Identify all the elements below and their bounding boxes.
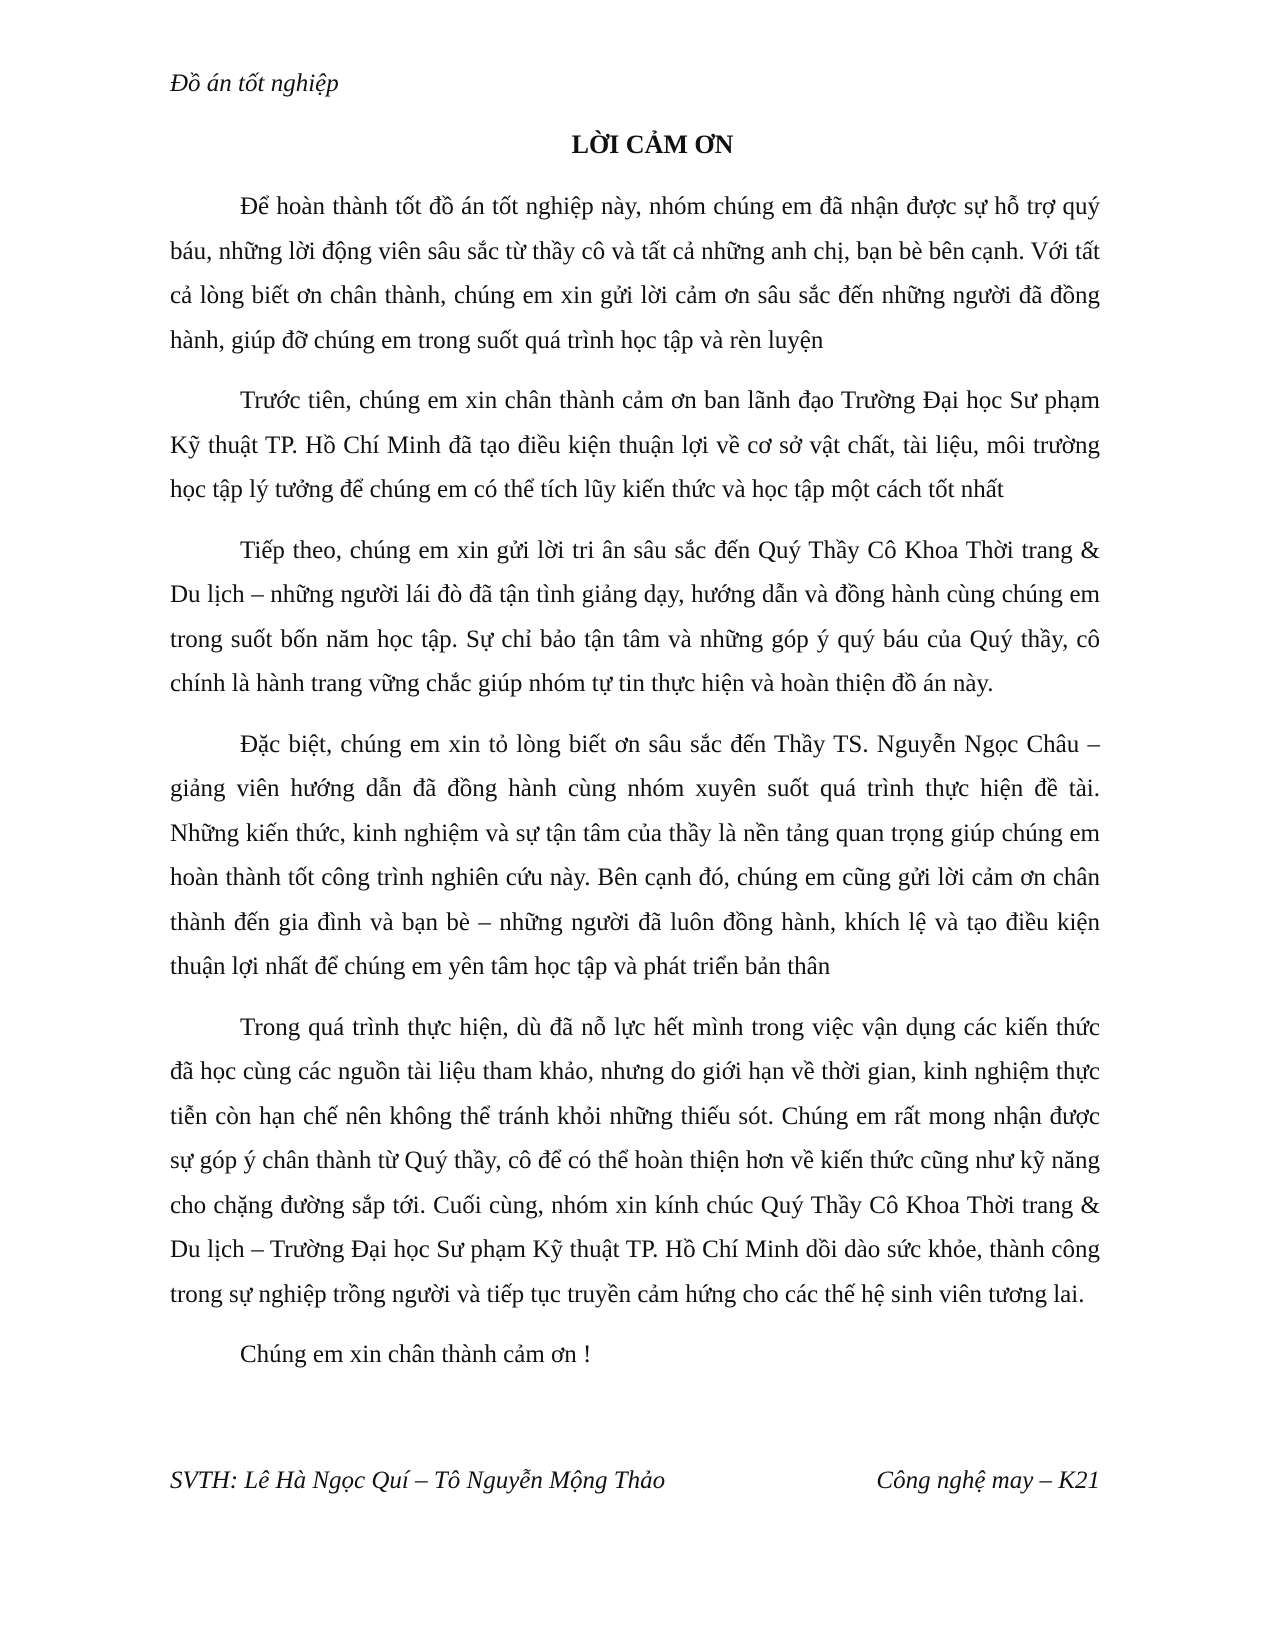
footer-authors: SVTH: Lê Hà Ngọc Quí – Tô Nguyễn Mộng Thảo — [170, 1467, 666, 1494]
paragraph-advisor: Đặc biệt, chúng em xin tỏ lòng biết ơn sâu sắc đến Thầy TS. Nguyễn Ngọc Châu – giảng viên hướng dẫn đã đồng hành cùng nhóm xuyên suốt quá trình thực hiện đề tài. Những kiến thức, kinh nghiệm và sự tận tâm của thầy là nền tảng quan trọng giúp chúng em hoàn thành tốt công trình nghiên cứu này. Bên cạnh đó, chúng em cũng gửi lời cảm ơn chân thành đến gia đình và bạn bè – những người đã luôn đồng hành, khích lệ và tạo điều kiện thuận lợi nhất để chúng em yên tâm học tập và phát triển bản thân — [170, 730, 1100, 980]
closing-line: Chúng em xin chân thành cảm ơn ! — [240, 1341, 592, 1368]
page-footer — [170, 1467, 1100, 1495]
page-header: Đồ án tốt nghiệp — [170, 70, 339, 97]
footer-program: Công nghệ may – K21 — [876, 1467, 1100, 1494]
document-body — [170, 185, 1100, 1394]
paragraph-university: Trước tiên, chúng em xin chân thành cảm ơn ban lãnh đạo Trường Đại học Sư phạm Kỹ thuật TP. Hồ Chí Minh đã tạo điều kiện thuận lợi về cơ sở vật chất, tài liệu, môi trường học tập lý tưởng để chúng em có thể tích lũy kiến thức và học tập một cách tốt nhất — [170, 387, 1100, 503]
paragraph-conclusion: Trong quá trình thực hiện, dù đã nỗ lực hết mình trong việc vận dụng các kiến thức đã học cùng các nguồn tài liệu tham khảo, nhưng do giới hạn về thời gian, kinh nghiệm thực tiễn còn hạn chế nên không thể tránh khỏi những thiếu sót. Chúng em rất mong nhận được sự góp ý chân thành từ Quý thầy, cô để có thể hoàn thiện hơn về kiến thức cũng như kỹ năng cho chặng đường sắp tới. Cuối cùng, nhóm xin kính chúc Quý Thầy Cô Khoa Thời trang & Du lịch – Trường Đại học Sư phạm Kỹ thuật TP. Hồ Chí Minh dồi dào sức khỏe, thành công trong sự nghiệp trồng người và tiếp tục truyền cảm hứng cho các thế hệ sinh viên tương lai. — [170, 1013, 1100, 1308]
paragraph-faculty: Tiếp theo, chúng em xin gửi lời tri ân sâu sắc đến Quý Thầy Cô Khoa Thời trang & Du lịch – những người lái đò đã tận tình giảng dạy, hướng dẫn và đồng hành cùng chúng em trong suốt bốn năm học tập. Sự chỉ bảo tận tâm và những góp ý quý báu của Quý thầy, cô chính là hành trang vững chắc giúp nhóm tự tin thực hiện và hoàn thiện đồ án này. — [170, 536, 1100, 697]
paragraph-intro: Để hoàn thành tốt đồ án tốt nghiệp này, nhóm chúng em đã nhận được sự hỗ trợ quý báu, những lời động viên sâu sắc từ thầy cô và tất cả những anh chị, bạn bè bên cạnh. Với tất cả lòng biết ơn chân thành, chúng em xin gửi lời cảm ơn sâu sắc đến những người đã đồng hành, giúp đỡ chúng em trong suốt quá trình học tập và rèn luyện — [170, 193, 1100, 354]
page-title: LỜI CẢM ƠN — [571, 130, 734, 159]
